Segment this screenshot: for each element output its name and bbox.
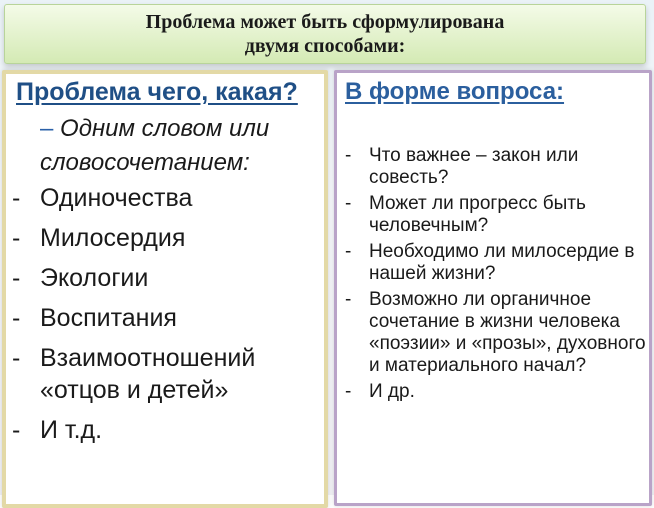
list-item-text: И т.д. (40, 416, 103, 444)
slide-title-line-1: Проблема может быть сформулирована (145, 11, 505, 33)
list-item-text: Воспитания (40, 304, 177, 332)
slide-title-line-2: двумя способами: (244, 35, 406, 57)
left-panel-subtitle (40, 112, 320, 180)
left-panel-heading: Проблема чего, какая? (16, 78, 298, 106)
list-item-text: Может ли прогресс быть человечным? (369, 193, 586, 236)
list-item-text: Одиночества (40, 184, 193, 212)
subtitle-dash: – (40, 115, 54, 142)
list-item (6, 342, 322, 406)
dash-bullet: - (12, 224, 21, 252)
list-item (6, 302, 322, 334)
list-item (6, 414, 322, 446)
dash-bullet: - (12, 304, 21, 332)
left-panel (2, 70, 328, 508)
left-problem-list (6, 182, 322, 454)
subtitle-text: Одним словом или словосочетанием: (40, 115, 270, 176)
list-item-text: Экологии (40, 264, 149, 292)
list-item (6, 182, 322, 214)
list-item (337, 241, 647, 285)
right-panel-heading: В форме вопроса: (345, 78, 565, 105)
list-item-text: Что важнее – закон или совесть? (369, 145, 579, 188)
list-item (337, 145, 647, 189)
slide-title-box (4, 4, 646, 64)
dash-bullet: - (12, 264, 21, 292)
list-item-text: И др. (369, 381, 415, 402)
dash-bullet: - (12, 344, 21, 372)
list-item (6, 262, 322, 294)
dash-bullet: - (345, 241, 352, 262)
right-question-list (337, 145, 647, 407)
dash-bullet: - (12, 184, 21, 212)
list-item-text: Необходимо ли милосердие в нашей жизни? (369, 241, 635, 284)
dash-bullet: - (12, 416, 21, 444)
right-panel (334, 70, 652, 506)
list-item (337, 289, 647, 377)
list-item (337, 381, 647, 403)
dash-bullet: - (345, 145, 352, 166)
dash-bullet: - (345, 289, 352, 310)
list-item (337, 193, 647, 237)
list-item (6, 222, 322, 254)
dash-bullet: - (345, 381, 352, 402)
list-item-text: Взаимоотношений «отцов и детей» (40, 344, 256, 404)
dash-bullet: - (345, 193, 352, 214)
list-item-text: Милосердия (40, 224, 186, 252)
list-item-text: Возможно ли органичное сочетание в жизни человека «поэзии» и «прозы», духовного и материального начал? (369, 289, 646, 376)
